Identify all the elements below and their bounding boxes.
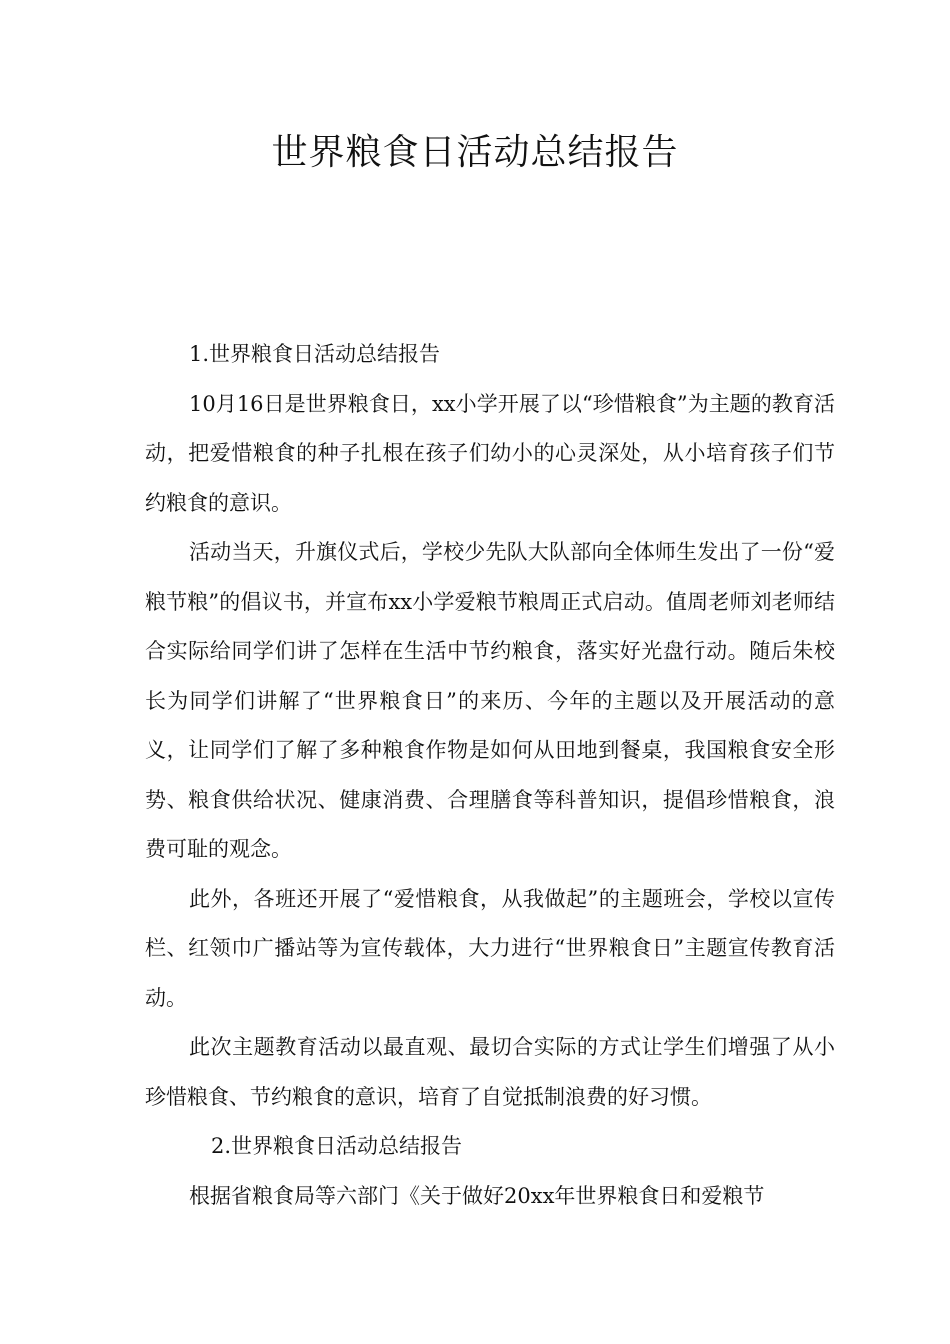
paragraph-class-meetings: 此外，各班还开展了“爱惜粮食，从我做起”的主题班会，学校以宣传栏、红领巾广播站等为宣传载体，大力进行“世界粮食日”主题宣传教育活动。 (145, 886, 835, 1010)
paragraph-conclusion: 此次主题教育活动以最直观、最切合实际的方式让学生们增强了从小珍惜粮食、节约粮食的意识，培育了自觉抵制浪费的好习惯。 (145, 1035, 835, 1109)
paragraph-section-2-start: 根据省粮食局等六部门《关于做好20xx年世界粮食日和爱粮节 (189, 1183, 765, 1208)
paragraph-intro: 10月16日是世界粮食日，xx小学开展了以“珍惜粮食”为主题的教育活动，把爱惜粮食的种子扎根在孩子们幼小的心灵深处，从小培育孩子们节约粮食的意识。 (145, 391, 835, 515)
section-heading-1: 1.世界粮食日活动总结报告 (189, 342, 441, 366)
section-heading-2: 2.世界粮食日活动总结报告 (211, 1134, 463, 1158)
document-body (145, 330, 835, 1221)
paragraph-activity-day: 活动当天，升旗仪式后，学校少先队大队部向全体师生发出了一份“爱粮节粮”的倡议书，并宣布xx小学爱粮节粮周正式启动。值周老师刘老师结合实际给同学们讲了怎样在生活中节约粮食，落实好光盘行动。随后朱校长为同学们讲解了“世界粮食日”的来历、今年的主题以及开展活动的意义，让同学们了解了多种粮食作物是如何从田地到餐桌，我国粮食安全形势、粮食供给状况、健康消费、合理膳食等科普知识，提倡珍惜粮食，浪费可耻的观念。 (145, 540, 835, 861)
document-title: 世界粮食日活动总结报告 (271, 132, 679, 173)
